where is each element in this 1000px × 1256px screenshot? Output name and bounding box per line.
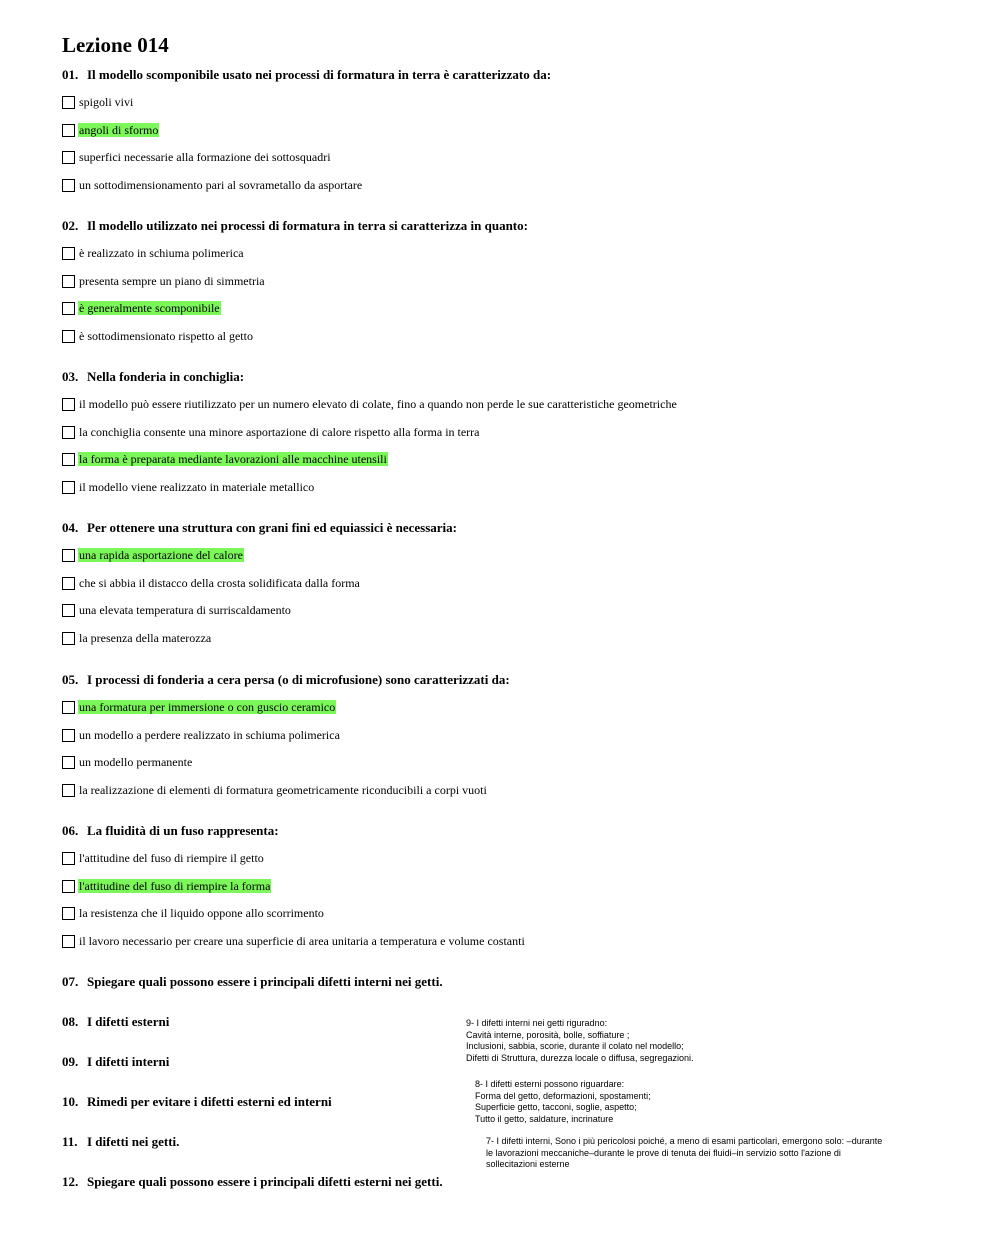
answer-text: una elevata temperatura di surriscaldamento — [79, 603, 291, 617]
question-number: 06. — [62, 823, 79, 838]
answer-text: il modello può essere riutilizzato per un numero elevato di colate, fino a quando non perde le sue caratteristiche geometriche — [79, 397, 677, 411]
question-2-option-d[interactable] — [62, 328, 254, 344]
question-text: La fluidità di un fuso rappresenta: — [87, 823, 279, 838]
answer-text: un modello permanente — [79, 755, 193, 769]
question-text: I difetti esterni — [87, 1014, 170, 1029]
note-line: 7- I difetti interni, Sono i più pericolosi poiché, a meno di esami particolari, emergono solo: –durante — [486, 1136, 883, 1146]
question-number: 04. — [62, 520, 79, 535]
question-number: 12. — [62, 1174, 79, 1189]
question-3-option-b[interactable] — [62, 424, 481, 440]
checkbox-icon[interactable] — [62, 756, 75, 769]
question-4-option-a[interactable] — [62, 547, 244, 563]
answer-text: la presenza della materozza — [79, 631, 212, 645]
answer-text: la resistenza che il liquido oppone allo scorrimento — [79, 906, 324, 920]
note-line: le lavorazioni meccaniche–durante le prove di tenuta dei fluidi–in servizio sotto l'azione di — [486, 1147, 841, 1158]
answer-text: è realizzato in schiuma polimerica — [79, 246, 244, 260]
answer-text: l'attitudine del fuso di riempire il getto — [79, 851, 264, 865]
answer-text: superfici necessarie alla formazione dei sottosquadri — [79, 150, 331, 164]
question-3-option-c[interactable] — [62, 451, 388, 467]
answer-text: un modello a perdere realizzato in schiuma polimerica — [79, 728, 340, 742]
checkbox-icon[interactable] — [62, 852, 75, 865]
checkbox-icon[interactable] — [62, 302, 75, 315]
question-number: 10. — [62, 1094, 79, 1109]
question-text: Il modello scomponibile usato nei processi di formatura in terra è caratterizzato da: — [87, 67, 552, 82]
checkbox-icon[interactable] — [62, 398, 75, 411]
open-question-8 — [62, 1014, 169, 1030]
checkbox-icon[interactable] — [62, 481, 75, 494]
checkbox-icon[interactable] — [62, 701, 75, 714]
note-line: 9- I difetti interni nei getti riguradno: — [466, 1018, 608, 1028]
question-number: 07. — [62, 974, 79, 989]
answer-text: spigoli vivi — [79, 95, 134, 109]
checkbox-icon[interactable] — [62, 330, 75, 343]
question-text: Rimedi per evitare i difetti esterni ed interni — [87, 1094, 332, 1109]
answer-note-2 — [475, 1079, 651, 1125]
question-1-option-a[interactable] — [62, 94, 134, 110]
question-1-option-b[interactable] — [62, 122, 159, 138]
note-line: Forma del getto, deformazioni, spostamenti; — [475, 1090, 651, 1101]
question-text: Il modello utilizzato nei processi di formatura in terra si caratterizza in quanto: — [87, 218, 528, 233]
question-3-heading — [62, 369, 244, 385]
highlighted-answer-text: l'attitudine del fuso di riempire la forma — [79, 879, 271, 893]
answer-text: è sottodimensionato rispetto al getto — [79, 329, 253, 343]
open-question-7 — [62, 974, 443, 990]
question-number: 08. — [62, 1014, 79, 1029]
question-text: Spiegare quali possono essere i principali difetti interni nei getti. — [87, 974, 443, 989]
question-5-option-a[interactable] — [62, 699, 336, 715]
checkbox-icon[interactable] — [62, 151, 75, 164]
checkbox-icon[interactable] — [62, 577, 75, 590]
checkbox-icon[interactable] — [62, 426, 75, 439]
question-text: Nella fonderia in conchiglia: — [87, 369, 245, 384]
question-1-heading — [62, 67, 551, 83]
checkbox-icon[interactable] — [62, 247, 75, 260]
question-text: I difetti interni — [87, 1054, 170, 1069]
answer-text: la conchiglia consente una minore asportazione di calore rispetto alla forma in terra — [79, 425, 480, 439]
checkbox-icon[interactable] — [62, 453, 75, 466]
question-4-option-b[interactable] — [62, 575, 361, 591]
highlighted-answer-text: è generalmente scomponibile — [79, 301, 220, 315]
question-2-option-b[interactable] — [62, 273, 266, 289]
question-4-heading — [62, 520, 457, 536]
question-2-option-c[interactable] — [62, 300, 221, 316]
question-1-option-d[interactable] — [62, 177, 363, 193]
note-line: Tutto il getto, saldature, incrinature — [475, 1113, 614, 1124]
checkbox-icon[interactable] — [62, 907, 75, 920]
question-6-heading — [62, 823, 279, 839]
question-1-option-c[interactable] — [62, 149, 332, 165]
question-2-heading — [62, 218, 528, 234]
checkbox-icon[interactable] — [62, 179, 75, 192]
open-question-9 — [62, 1054, 169, 1070]
answer-text: presenta sempre un piano di simmetria — [79, 274, 265, 288]
highlighted-answer-text: angoli di sformo — [79, 123, 159, 137]
question-number: 05. — [62, 672, 79, 687]
question-number: 01. — [62, 67, 79, 82]
question-5-option-b[interactable] — [62, 727, 341, 743]
question-2-option-a[interactable] — [62, 245, 245, 261]
question-3-option-a[interactable] — [62, 396, 678, 412]
answer-note-1 — [466, 1018, 693, 1064]
question-5-heading — [62, 672, 510, 688]
checkbox-icon[interactable] — [62, 784, 75, 797]
note-line: Difetti di Struttura, durezza locale o diffusa, segregazioni. — [466, 1052, 694, 1063]
open-question-11 — [62, 1134, 179, 1150]
open-question-12 — [62, 1174, 443, 1190]
checkbox-icon[interactable] — [62, 880, 75, 893]
question-number: 09. — [62, 1054, 79, 1069]
question-3-option-d[interactable] — [62, 479, 315, 495]
question-6-option-a[interactable] — [62, 850, 265, 866]
answer-text: un sottodimensionamento pari al sovrametallo da asportare — [79, 178, 363, 192]
checkbox-icon[interactable] — [62, 604, 75, 617]
answer-text: il modello viene realizzato in materiale metallico — [79, 480, 315, 494]
checkbox-icon[interactable] — [62, 632, 75, 645]
open-question-10 — [62, 1094, 332, 1110]
question-6-option-c[interactable] — [62, 905, 325, 921]
answer-text: la realizzazione di elementi di formatura geometricamente riconducibili a corpi vuoti — [79, 783, 487, 797]
checkbox-icon[interactable] — [62, 729, 75, 742]
highlighted-answer-text: una formatura per immersione o con guscio ceramico — [79, 700, 336, 714]
question-text: I difetti nei getti. — [87, 1134, 180, 1149]
checkbox-icon[interactable] — [62, 549, 75, 562]
question-text: Spiegare quali possono essere i principali difetti esterni nei getti. — [87, 1174, 443, 1189]
checkbox-icon[interactable] — [62, 275, 75, 288]
question-text: Per ottenere una struttura con grani fini ed equiassici è necessaria: — [87, 520, 457, 535]
question-4-option-d[interactable] — [62, 630, 212, 646]
question-4-option-c[interactable] — [62, 602, 292, 618]
question-text: I processi di fonderia a cera persa (o di microfusione) sono caratterizzati da: — [87, 672, 510, 687]
answer-text: che si abbia il distacco della crosta solidificata dalla forma — [79, 576, 360, 590]
highlighted-answer-text: la forma è preparata mediante lavorazioni alle macchine utensili — [79, 452, 387, 466]
answer-note-3 — [486, 1136, 882, 1171]
checkbox-icon[interactable] — [62, 96, 75, 109]
note-line: 8- I difetti esterni possono riguardare: — [475, 1079, 625, 1089]
note-line: Superficie getto, tacconi, soglie, aspetto; — [475, 1102, 637, 1112]
note-line: Cavità interne, porosità, bolle, soffiature ; — [466, 1029, 630, 1040]
checkbox-icon[interactable] — [62, 935, 75, 948]
note-line: sollecitazioni esterne — [486, 1159, 570, 1169]
question-number: 11. — [62, 1134, 78, 1149]
question-number: 03. — [62, 369, 79, 384]
note-line: Inclusioni, sabbia, scorie, durante il colato nel modello; — [466, 1041, 684, 1051]
question-5-option-d[interactable] — [62, 782, 488, 798]
question-6-option-d[interactable] — [62, 933, 526, 949]
answer-text: il lavoro necessario per creare una superficie di area unitaria a temperatura e volume costanti — [79, 934, 525, 948]
question-number: 02. — [62, 218, 79, 233]
question-5-option-c[interactable] — [62, 754, 193, 770]
highlighted-answer-text: una rapida asportazione del calore — [79, 548, 243, 562]
question-6-option-b[interactable] — [62, 878, 271, 894]
page-title: Lezione 014 — [62, 33, 169, 57]
checkbox-icon[interactable] — [62, 124, 75, 137]
